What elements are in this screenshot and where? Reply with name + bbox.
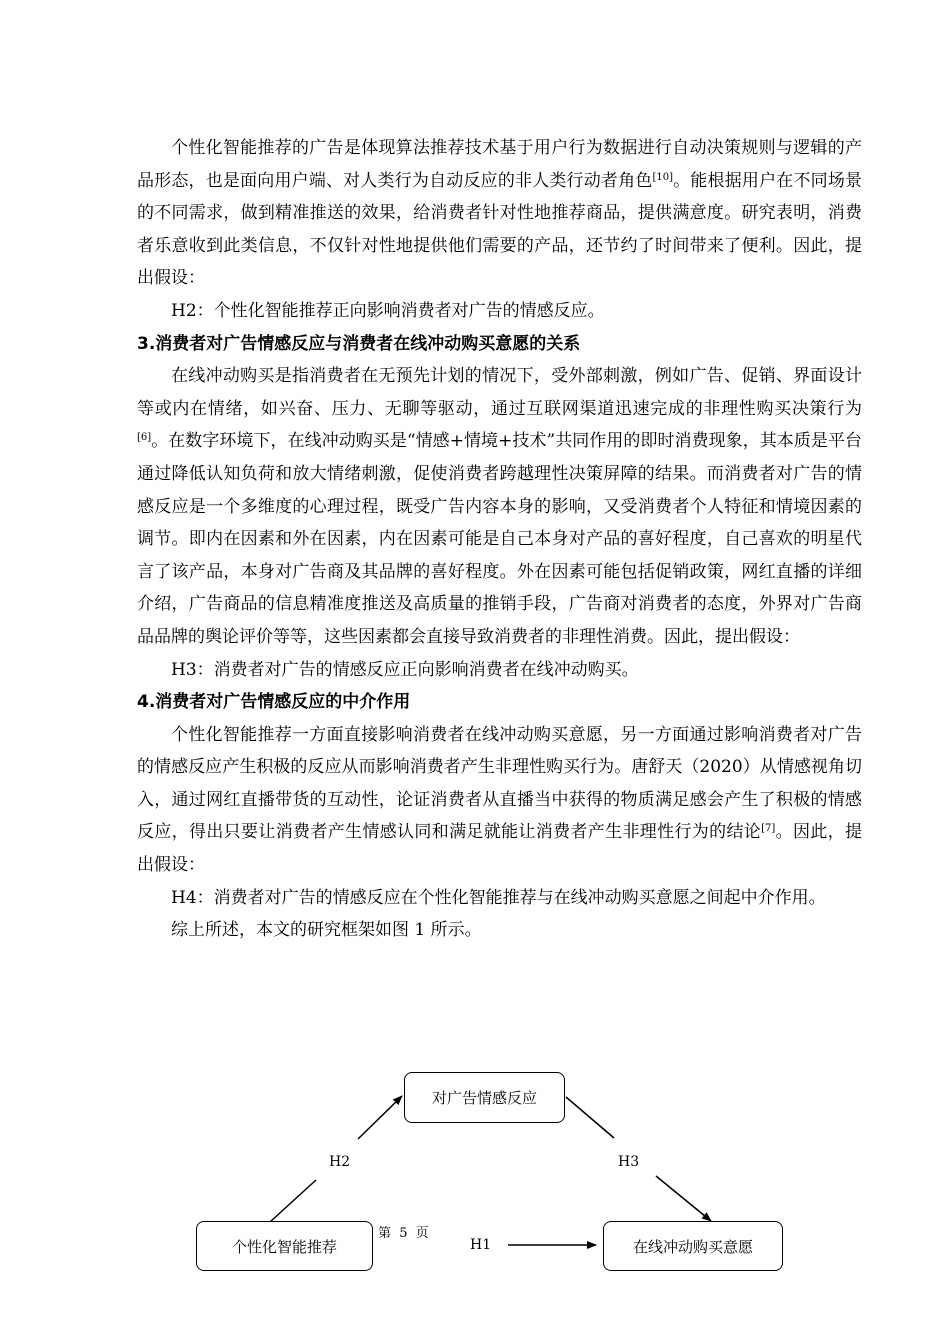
label-h3: H3 bbox=[618, 1154, 640, 1170]
citation: [10] bbox=[652, 171, 673, 183]
citation: [7] bbox=[761, 823, 776, 835]
paragraph-text: 。因此，提出假设： bbox=[137, 822, 862, 876]
hypothesis-h3: H3：消费者对广告的情感反应正向影响消费者在线冲动购买。 bbox=[171, 659, 639, 680]
node-impulse-purchase-intention: 在线冲动购买意愿 bbox=[603, 1221, 783, 1271]
arrow-h3-upper bbox=[566, 1097, 614, 1138]
section-heading-3: 3.消费者对广告情感反应与消费者在线冲动购买意愿的关系 bbox=[137, 333, 581, 354]
summary-line: 综上所述，本文的研究框架如图 1 所示。 bbox=[171, 920, 482, 941]
paragraph-text: 。能根据用户在不同场景的不同需求，做到精准推送的效果，给消费者针对性地推荐商品，提供满意度。研究表明，消费者乐意收到此类信息，不仅针对性地提供他们需要的产品，还节约了时间带来了便利。因此，提出假设： bbox=[137, 170, 863, 289]
arrow-h2-upper bbox=[358, 1096, 402, 1139]
arrow-h2-lower bbox=[270, 1180, 316, 1222]
hypothesis-h2: H2：个性化智能推荐正向影响消费者对广告的情感反应。 bbox=[171, 300, 605, 321]
label-h1: H1 bbox=[470, 1237, 492, 1253]
arrow-h3-lower bbox=[656, 1176, 711, 1221]
citation: [6] bbox=[137, 432, 152, 444]
hypothesis-h4: H4：消费者对广告的情感反应在个性化智能推荐与在线冲动购买意愿之间起中介作用。 bbox=[171, 887, 826, 908]
node-emotional-response: 对广告情感反应 bbox=[404, 1072, 565, 1123]
node-personalized-recommendation: 个性化智能推荐 bbox=[196, 1221, 373, 1271]
paragraph-text: 在线冲动购买是指消费者在无预先计划的情况下，受外部刺激，例如广告、促销、界面设计等或内在情绪，如兴奋、压力、无聊等驱动，通过互联网渠道迅速完成的非理性购买决策行为 bbox=[137, 366, 862, 419]
paragraph-text: 。在数字环境下，在线冲动购买是“情感+情境+技术”共同作用的即时消费现象，其本质是平台通过降低认知负荷和放大情绪刺激，促使消费者跨越理性决策屏障的结果。而消费者对广告的情感反应是一个多维度的心理过程，既受广告内容本身的影响，又受消费者个人特征和情境因素的调节。即内在因素和外在因素，内在因素可能是自己本身对产品的喜好程度，自己喜欢的明星代言了该产品，本身对广告商及其品牌的喜好程度。外在因素可能包括促销政策，网红直播的详细介绍，广告商品的信息精准度推送及高质量的推销手段，广告商对消费者的态度，外界对广告商品品牌的舆论评价等等，这些因素都会直接导致消费者的非理性消费。因此，提出假设： bbox=[137, 431, 862, 647]
paragraph-text: 个性化智能推荐的广告是体现算法推荐技术基于用户行为数据进行自动决策规则与逻辑的产品形态，也是面向用户端、对人类行为自动反应的非人类行动者角色 bbox=[137, 138, 862, 191]
paragraph-text: 个性化智能推荐一方面直接影响消费者在线冲动购买意愿，另一方面通过影响消费者对广告的情感反应产生积极的反应从而影响消费者产生非理性购买行为。唐舒天（2020）从情感视角切入，通过网红直播带货的互动性，论证消费者从直播当中获得的物质满足感会产生了积极的情感反应，得出只要让消费者产生情感认同和满足就能让消费者产生非理性行为的结论 bbox=[137, 724, 862, 843]
section-heading-4: 4.消费者对广告情感反应的中介作用 bbox=[137, 692, 411, 713]
page-number: 第 5 页 bbox=[378, 1226, 429, 1241]
label-h2: H2 bbox=[329, 1154, 351, 1170]
